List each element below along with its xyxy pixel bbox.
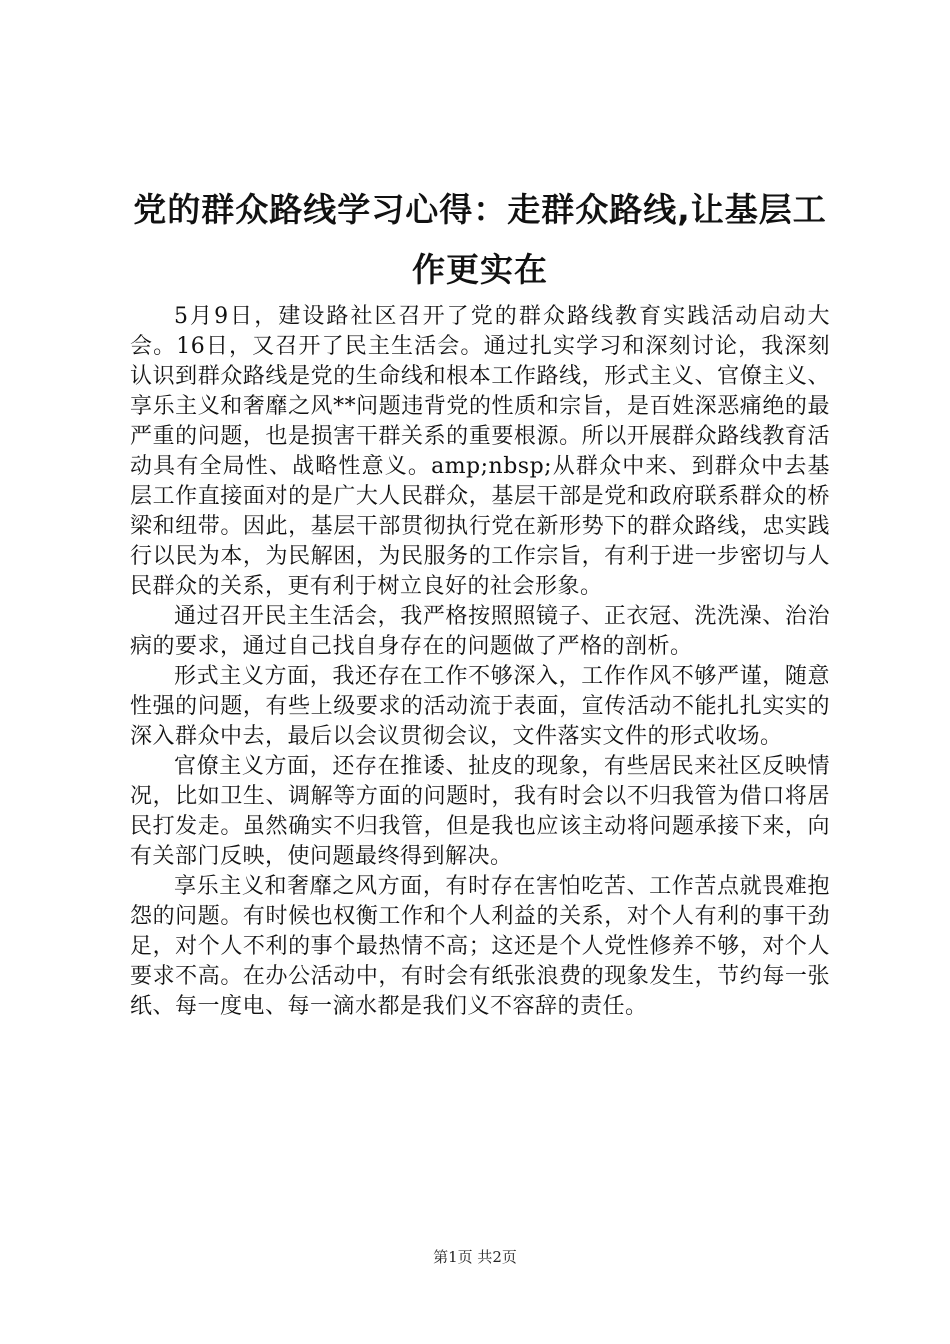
paragraph-2: 通过召开民主生活会，我严格按照照镜子、正衣冠、洗洗澡、治治病的要求，通过自己找自身存在的问题做了严格的剖析。: [130, 604, 830, 659]
page-number-footer: 第1页 共2页: [433, 1248, 517, 1266]
paragraph-5: 享乐主义和奢靡之风方面，有时存在害怕吃苦、工作苦点就畏难抱怨的问题。有时候也权衡工作和个人利益的关系，对个人有利的事干劲足，对个人不利的事个最热情不高；这还是个人党性修养不够，对个人要求不高。在办公活动中，有时会有纸张浪费的现象发生，节约每一张纸、每一度电、每一滴水都是我们义不容辞的责任。: [130, 874, 830, 1019]
document-page: [130, 180, 830, 1022]
document-body: [130, 302, 830, 1022]
paragraph-4: 官僚主义方面，还存在推诿、扯皮的现象，有些居民来社区反映情况，比如卫生、调解等方面的问题时，我有时会以不归我管为借口将居民打发走。虽然确实不归我管，但是我也应该主动将问题承接下来，向有关部门反映，使问题最终得到解决。: [130, 754, 830, 869]
paragraph-3: 形式主义方面，我还存在工作不够深入，工作作风不够严谨，随意性强的问题，有些上级要求的活动流于表面，宣传活动不能扎扎实实的深入群众中去，最后以会议贯彻会议，文件落实文件的形式收场。: [130, 664, 830, 749]
document-title: 党的群众路线学习心得：走群众路线,让基层工作更实在: [133, 190, 827, 289]
paragraph-1: 5月9日，建设路社区召开了党的群众路线教育实践活动启动大会。16日，又召开了民主生活会。通过扎实学习和深刻讨论，我深刻认识到群众路线是党的生命线和根本工作路线，形式主义、官僚主义、享乐主义和奢靡之风**问题违背党的性质和宗旨，是百姓深恶痛绝的最严重的问题，也是损害干群关系的重要根源。所以开展群众路线教育活动具有全局性、战略性意义。amp;nbsp;从群众中来、到群众中去基层工作直接面对的是广大人民群众，基层干部是党和政府联系群众的桥梁和纽带。因此，基层干部贯彻执行党在新形势下的群众路线，忠实践行以民为本，为民解困，为民服务的工作宗旨，有利于进一步密切与人民群众的关系，更有利于树立良好的社会形象。: [130, 304, 830, 599]
